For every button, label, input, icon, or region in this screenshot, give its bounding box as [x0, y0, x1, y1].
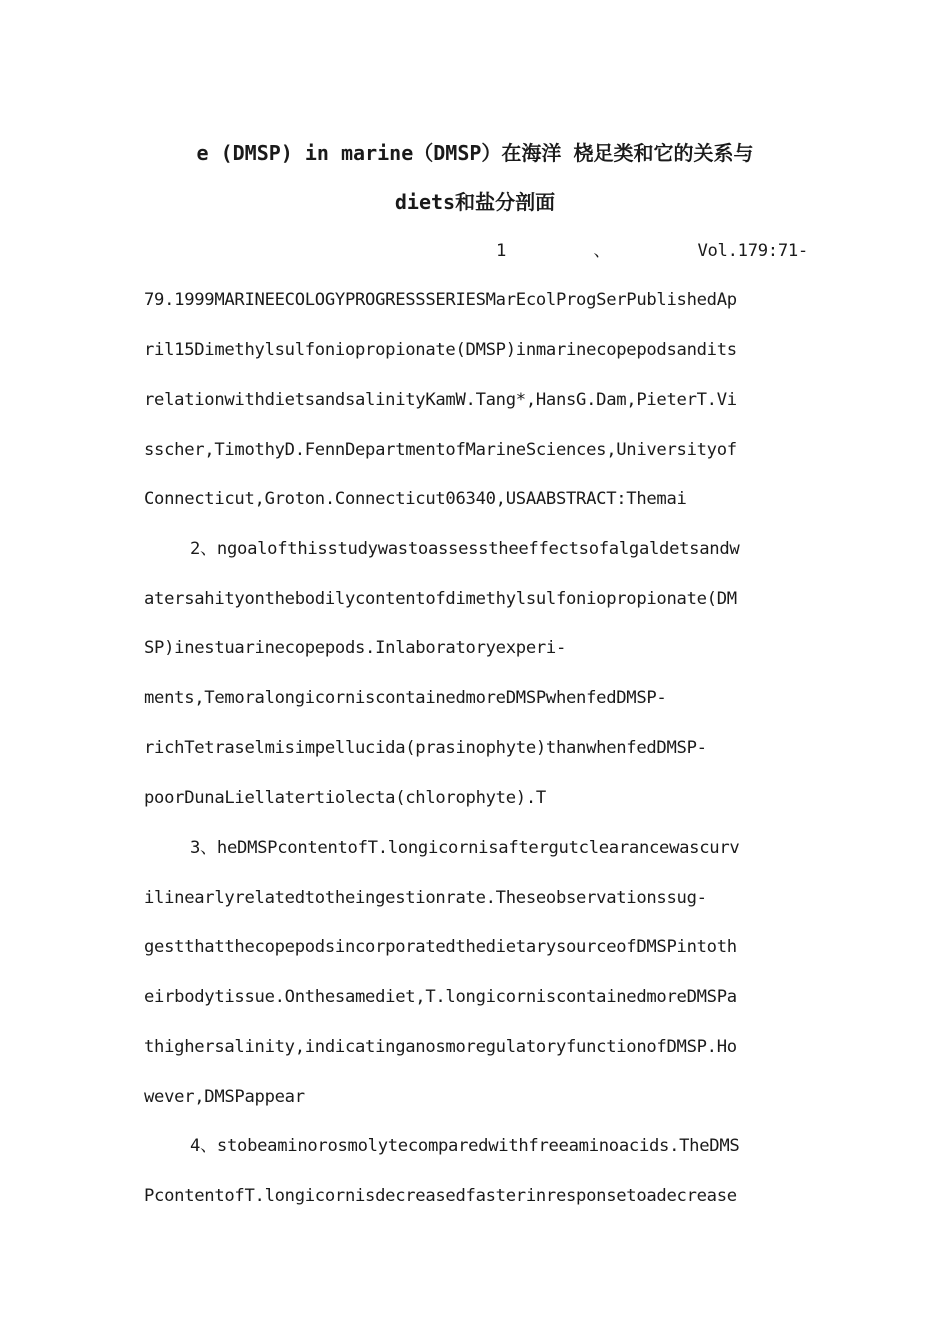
header-line: [496, 239, 808, 263]
paragraph-1-line-1: 79.1999MARINEECOLOGYPROGRESSSERIESMarEcolProgSerPublishedAp: [144, 290, 737, 310]
title-line-1: e (DMSP) in marine（DMSP）在海洋 桡足类和它的关系与: [196, 141, 754, 165]
paragraph-1-line-3: relationwithdietsandsalinityKamW.Tang*,HansG.Dam,PieterT.Vi: [144, 390, 737, 410]
paragraph-4-line-2: PcontentofT.longicornisdecreasedfasterinresponsetoadecrease: [144, 1186, 737, 1206]
paragraph-2-line-2: atersahityonthebodilycontentofdimethylsulfoniopropionate(DM: [144, 589, 737, 609]
paragraph-3-line-1: 3、heDMSPcontentofT.longicornisaftergutclearancewascurv: [190, 838, 740, 858]
paragraph-1-line-4: sscher,TimothyD.FennDepartmentofMarineSciences,Universityof: [144, 440, 737, 460]
paragraph-4-line-1: 4、stobeaminorosmolytecomparedwithfreeaminoacids.TheDMS: [190, 1136, 740, 1156]
paragraph-1-line-5: Connecticut,Groton.Connecticut06340,USAABSTRACT:Themai: [144, 489, 687, 509]
title-line-2: diets和盐分剖面: [394, 190, 556, 214]
paragraph-3-line-5: thighersalinity,indicatinganosmoregulatoryfunctionofDMSP.Ho: [144, 1037, 737, 1057]
header-reference: Vol.179:71-: [697, 241, 808, 261]
paragraph-3-line-6: wever,DMSPappear: [144, 1087, 305, 1107]
header-number: 1: [496, 241, 507, 261]
paragraph-3-line-2: ilinearlyrelatedtotheingestionrate.Theseobservationssug-: [144, 888, 707, 908]
paragraph-2-line-6: poorDunaLiellatertiolecta(chlorophyte).T: [144, 788, 546, 808]
header-separator: 、: [593, 241, 611, 261]
paragraph-2-line-5: richTetraselmisimpellucida(prasinophyte)thanwhenfedDMSP-: [144, 738, 707, 758]
paragraph-3-line-4: eirbodytissue.Onthesamediet,T.longicorniscontainedmoreDMSPa: [144, 987, 737, 1007]
paragraph-2-line-1: 2、ngoalofthisstudywastoassesstheeffectsofalgaldetsandw: [190, 539, 740, 559]
paragraph-3-line-3: gestthatthecopepodsincorporatedthedietarysourceofDMSPintoth: [144, 937, 737, 957]
paragraph-1-line-2: ril15Dimethylsulfoniopropionate(DMSP)inmarinecopepodsandits: [144, 340, 737, 360]
paragraph-2-line-3: SP)inestuarinecopepods.Inlaboratoryexperi-: [144, 638, 567, 658]
paragraph-2-line-4: ments,TemoralongicorniscontainedmoreDMSPwhenfedDMSP-: [144, 688, 667, 708]
